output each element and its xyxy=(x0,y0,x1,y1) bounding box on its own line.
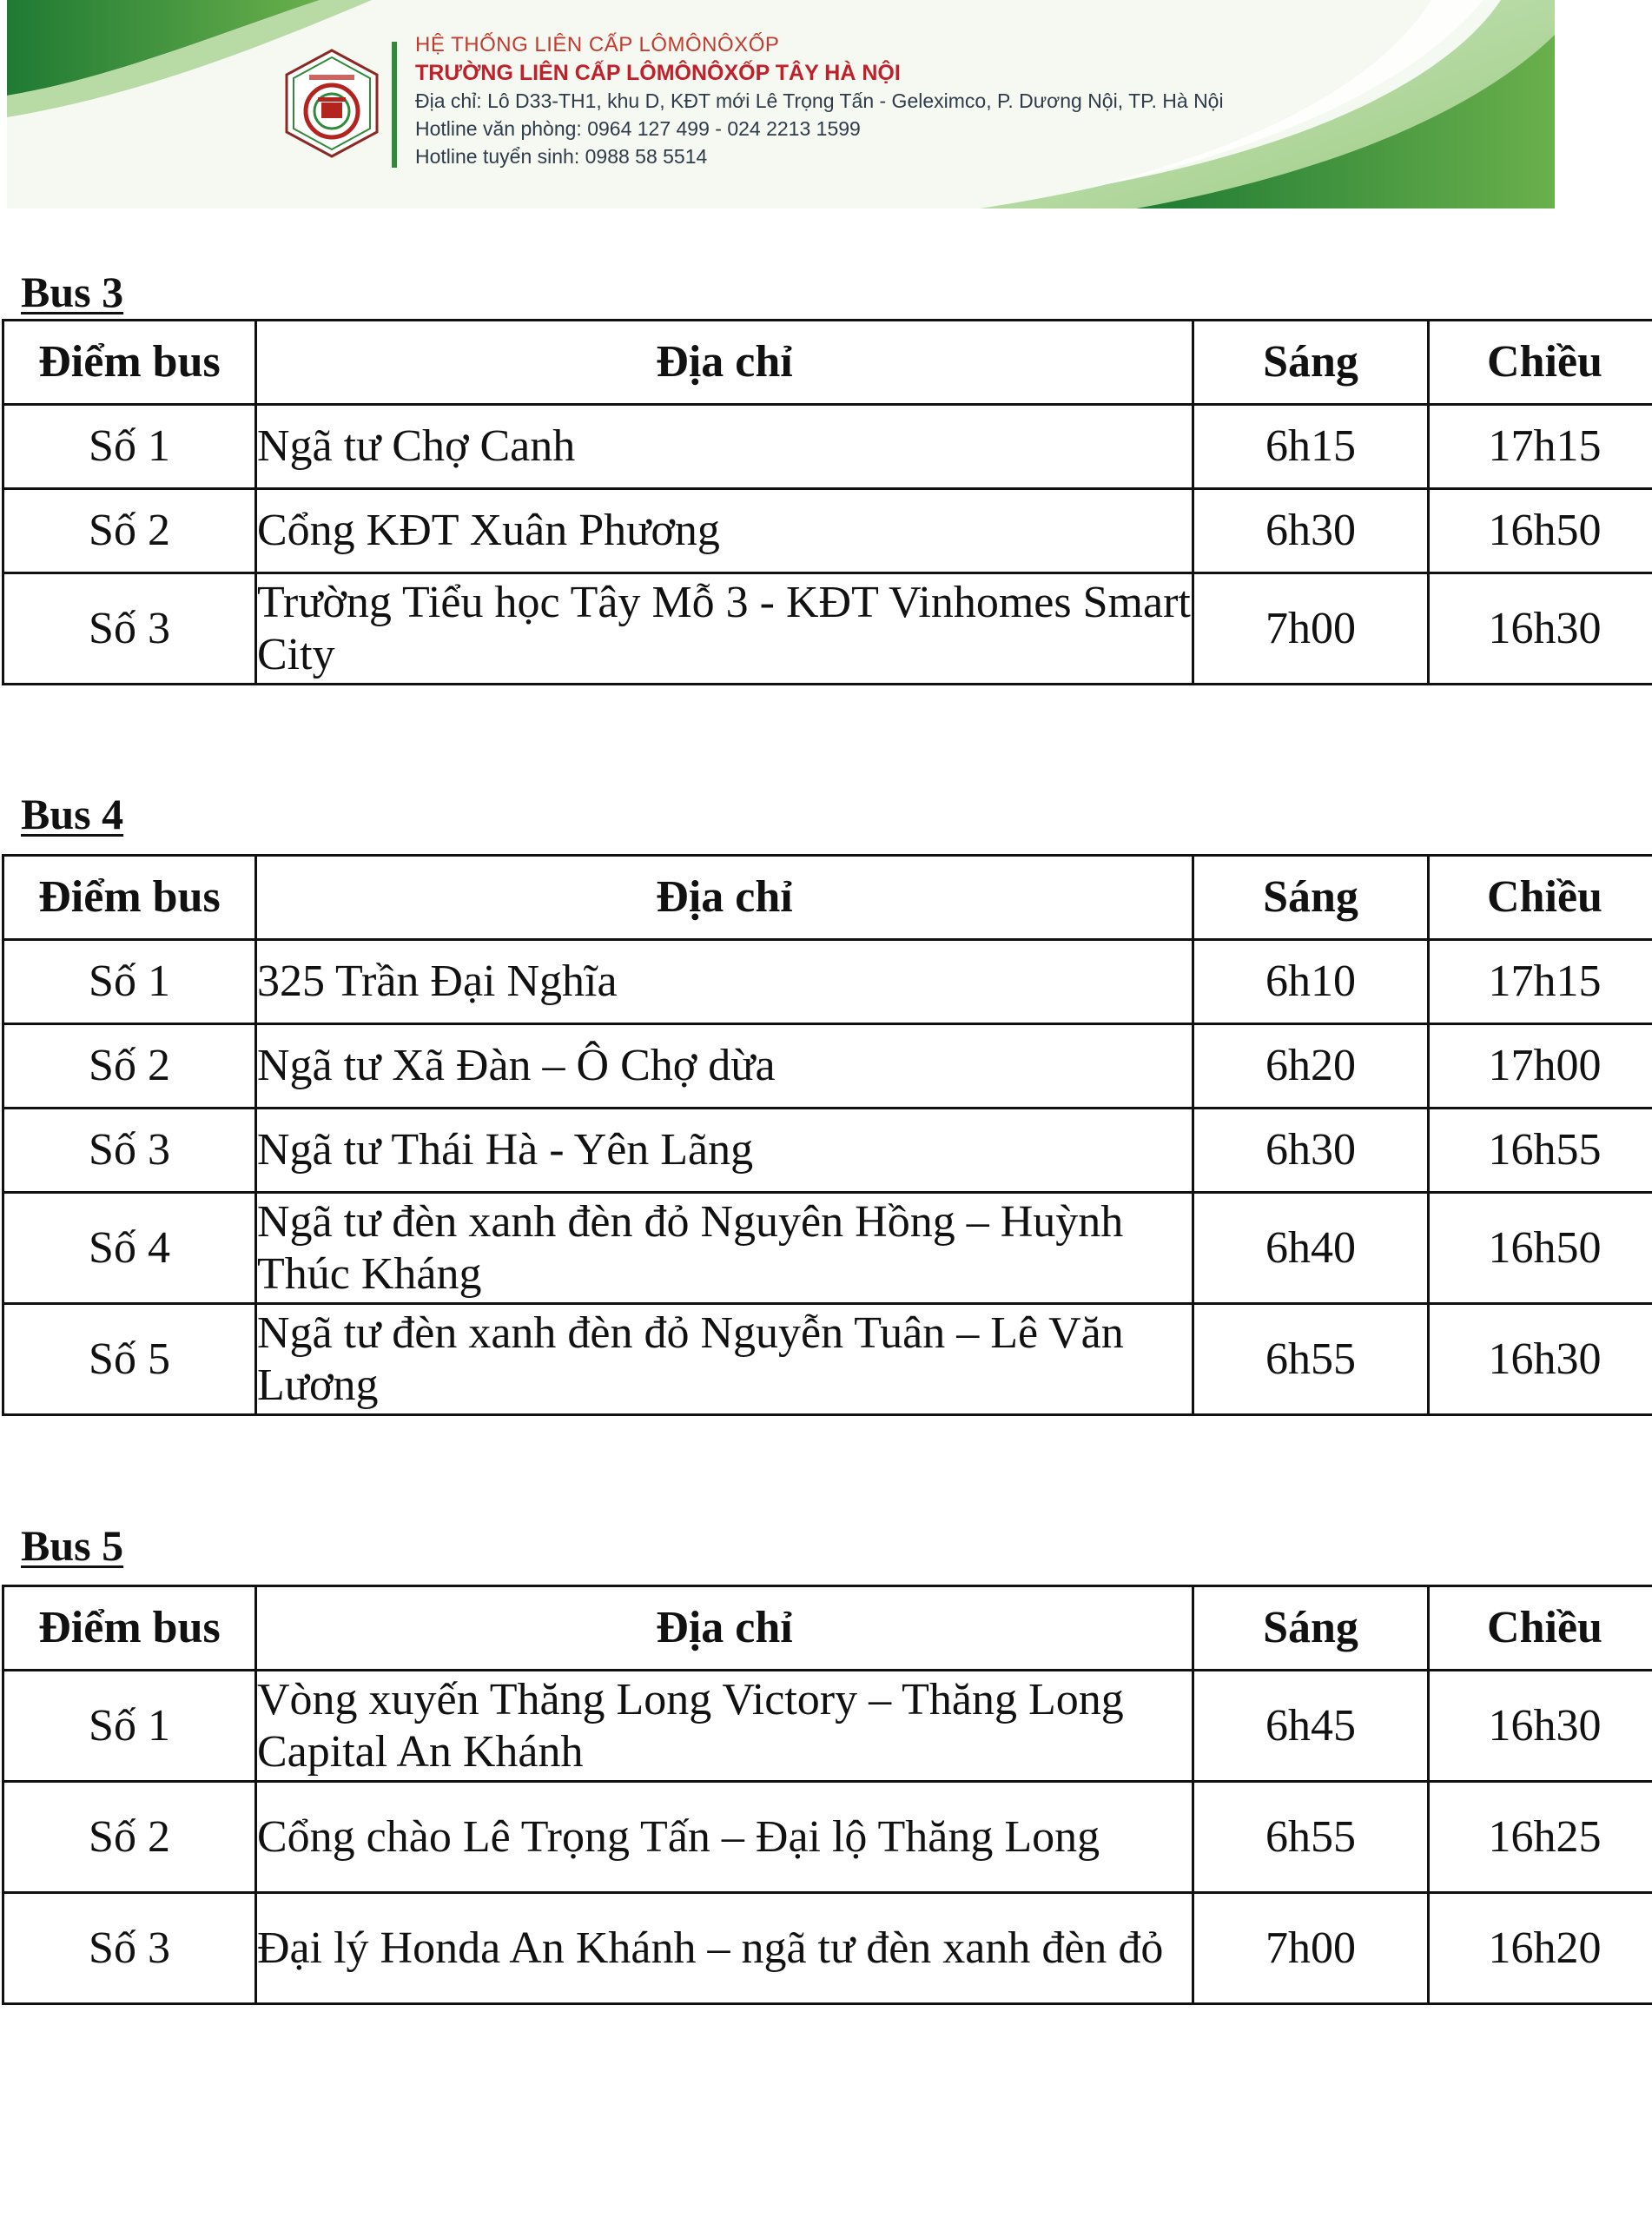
morning-time: 6h30 xyxy=(1193,489,1429,573)
morning-time: 6h55 xyxy=(1193,1782,1429,1893)
table-row xyxy=(3,405,1652,489)
stop-address: Đại lý Honda An Khánh – ngã tư đèn xanh đèn đỏ xyxy=(256,1893,1193,2004)
stop-number: Số 2 xyxy=(3,1782,256,1893)
afternoon-time: 16h25 xyxy=(1429,1782,1652,1893)
bus-5-title: Bus 5 xyxy=(21,1521,124,1570)
header-address: Địa chỉ xyxy=(256,856,1193,940)
stop-number: Số 3 xyxy=(3,1893,256,2004)
header-morning: Sáng xyxy=(1193,856,1429,940)
banner-divider xyxy=(392,42,397,168)
table-header-row xyxy=(3,1586,1652,1671)
stop-number: Số 1 xyxy=(3,1671,256,1782)
bus-3-title: Bus 3 xyxy=(21,268,124,316)
bus-4-table xyxy=(2,854,1652,1416)
afternoon-time: 16h50 xyxy=(1429,489,1652,573)
morning-time: 6h40 xyxy=(1193,1193,1429,1304)
table-row xyxy=(3,1024,1652,1109)
header-morning: Sáng xyxy=(1193,1586,1429,1671)
stop-number: Số 3 xyxy=(3,1109,256,1193)
bus-3-table xyxy=(2,319,1652,685)
afternoon-time: 16h55 xyxy=(1429,1109,1652,1193)
morning-time: 6h45 xyxy=(1193,1671,1429,1782)
stop-address: Ngã tư Thái Hà - Yên Lãng xyxy=(256,1109,1193,1193)
stop-number: Số 1 xyxy=(3,405,256,489)
header-stop: Điểm bus xyxy=(3,1586,256,1671)
bus-4-title: Bus 4 xyxy=(21,790,124,838)
table-row xyxy=(3,1109,1652,1193)
stop-address: 325 Trần Đại Nghĩa xyxy=(256,940,1193,1024)
header-address: Địa chỉ xyxy=(256,1586,1193,1671)
morning-time: 6h55 xyxy=(1193,1304,1429,1415)
stop-address: Trường Tiểu học Tây Mỗ 3 - KĐT Vinhomes Smart City xyxy=(256,573,1193,685)
table-row xyxy=(3,573,1652,685)
table-row xyxy=(3,940,1652,1024)
morning-time: 7h00 xyxy=(1193,1893,1429,2004)
bus-5-table xyxy=(2,1585,1652,2005)
header-stop: Điểm bus xyxy=(3,856,256,940)
stop-address: Ngã tư đèn xanh đèn đỏ Nguyễn Tuân – Lê Văn Lương xyxy=(256,1304,1193,1415)
table-row xyxy=(3,489,1652,573)
header-morning: Sáng xyxy=(1193,321,1429,405)
morning-time: 6h30 xyxy=(1193,1109,1429,1193)
stop-address: Ngã tư Xã Đàn – Ô Chợ dừa xyxy=(256,1024,1193,1109)
header-afternoon: Chiều xyxy=(1429,856,1652,940)
stop-number: Số 2 xyxy=(3,1024,256,1109)
stop-address: Ngã tư đèn xanh đèn đỏ Nguyên Hồng – Huỳnh Thúc Kháng xyxy=(256,1193,1193,1304)
afternoon-time: 17h15 xyxy=(1429,405,1652,489)
school-name: TRƯỜNG LIÊN CẤP LÔMÔNÔXỐP TÂY HÀ NỘI xyxy=(415,61,901,85)
table-row xyxy=(3,1304,1652,1415)
stop-address: Ngã tư Chợ Canh xyxy=(256,405,1193,489)
banner-text-block xyxy=(415,31,1224,170)
afternoon-time: 16h20 xyxy=(1429,1893,1652,2004)
morning-time: 6h15 xyxy=(1193,405,1429,489)
afternoon-time: 17h00 xyxy=(1429,1024,1652,1109)
stop-address: Vòng xuyến Thăng Long Victory – Thăng Long Capital An Khánh xyxy=(256,1671,1193,1782)
afternoon-time: 16h50 xyxy=(1429,1193,1652,1304)
afternoon-time: 16h30 xyxy=(1429,1671,1652,1782)
header-afternoon: Chiều xyxy=(1429,1586,1652,1671)
school-logo xyxy=(283,49,380,158)
stop-number: Số 5 xyxy=(3,1304,256,1415)
stop-address: Cổng KĐT Xuân Phương xyxy=(256,489,1193,573)
office-hotline: Hotline văn phòng: 0964 127 499 - 024 2213 1599 xyxy=(415,117,861,140)
morning-time: 6h10 xyxy=(1193,940,1429,1024)
table-row xyxy=(3,1782,1652,1893)
header-address: Địa chỉ xyxy=(256,321,1193,405)
table-header-row xyxy=(3,856,1652,940)
admission-hotline: Hotline tuyển sinh: 0988 58 5514 xyxy=(415,145,708,168)
morning-time: 6h20 xyxy=(1193,1024,1429,1109)
table-header-row xyxy=(3,321,1652,405)
header-afternoon: Chiều xyxy=(1429,321,1652,405)
afternoon-time: 16h30 xyxy=(1429,573,1652,685)
table-row xyxy=(3,1671,1652,1782)
stop-number: Số 1 xyxy=(3,940,256,1024)
stop-number: Số 2 xyxy=(3,489,256,573)
table-row xyxy=(3,1193,1652,1304)
header-stop: Điểm bus xyxy=(3,321,256,405)
stop-number: Số 3 xyxy=(3,573,256,685)
table-row xyxy=(3,1893,1652,2004)
school-banner xyxy=(7,0,1555,208)
morning-time: 7h00 xyxy=(1193,573,1429,685)
school-crest-icon xyxy=(283,49,380,158)
stop-number: Số 4 xyxy=(3,1193,256,1304)
afternoon-time: 17h15 xyxy=(1429,940,1652,1024)
stop-address: Cổng chào Lê Trọng Tấn – Đại lộ Thăng Long xyxy=(256,1782,1193,1893)
afternoon-time: 16h30 xyxy=(1429,1304,1652,1415)
school-address: Địa chỉ: Lô D33-TH1, khu D, KĐT mới Lê Trọng Tấn - Geleximco, P. Dương Nội, TP. Hà Nội xyxy=(415,89,1224,112)
school-system-name: HỆ THỐNG LIÊN CẤP LÔMÔNÔXỐP xyxy=(415,33,780,56)
